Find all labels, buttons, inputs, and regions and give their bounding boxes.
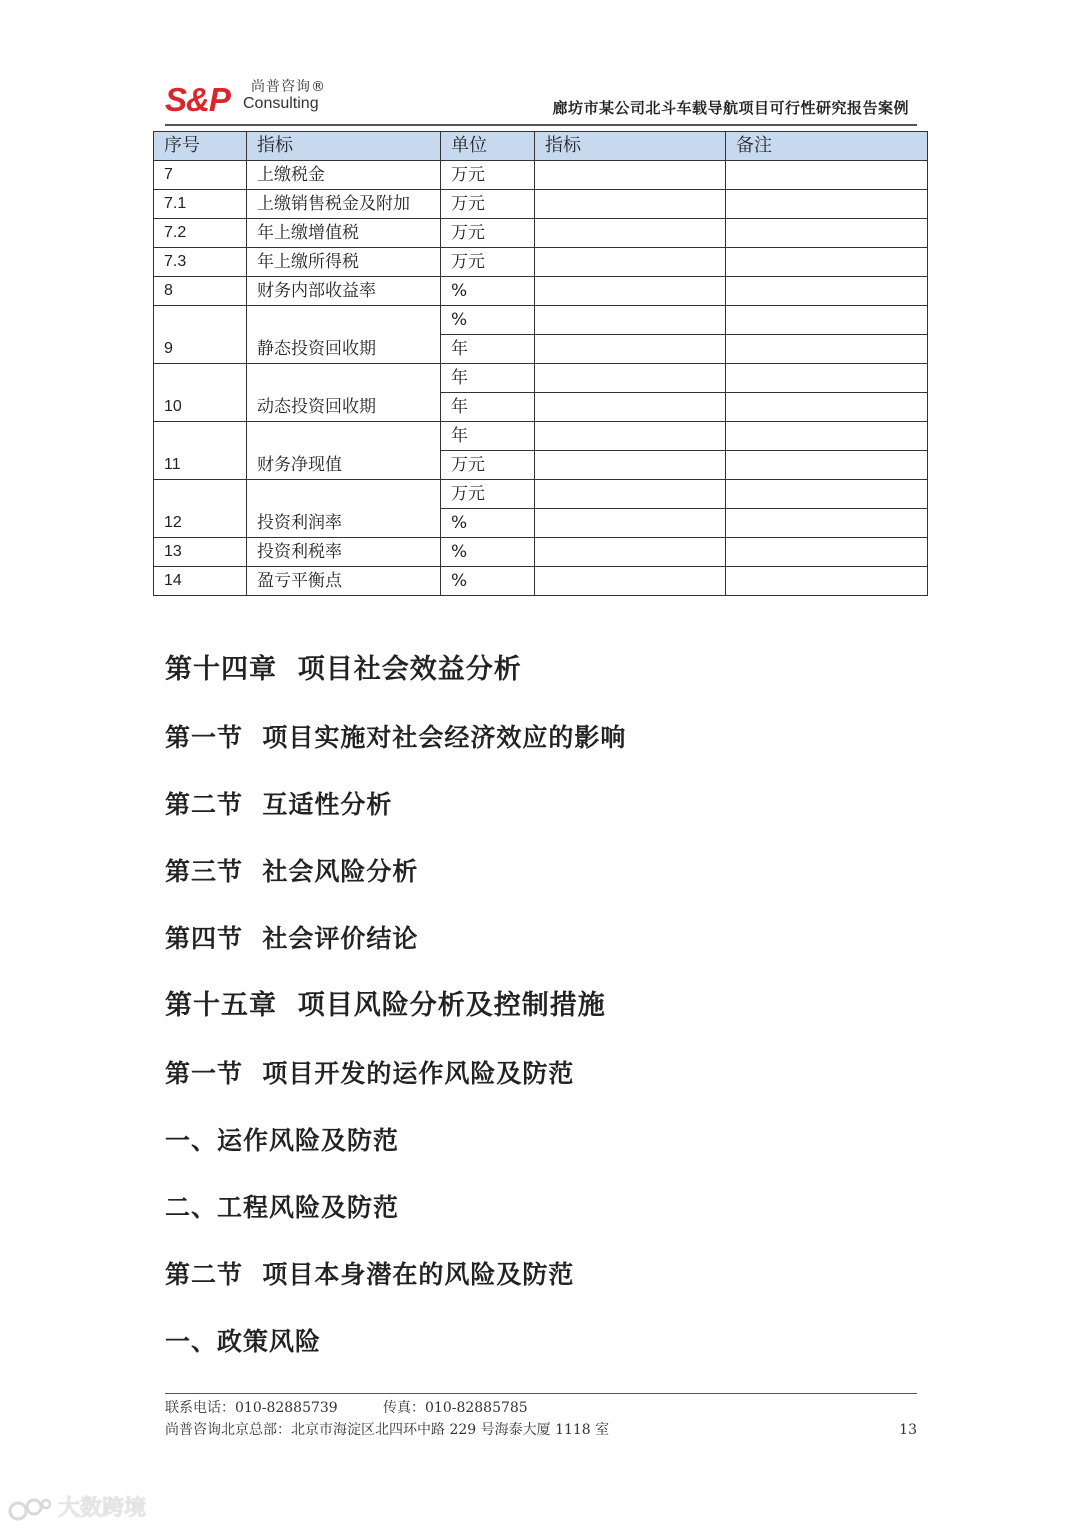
row-remark bbox=[726, 335, 928, 364]
subsection-heading: 一、政策风险 bbox=[165, 1327, 322, 1356]
row-unit: 万元 bbox=[441, 219, 535, 248]
row-remark bbox=[726, 451, 928, 480]
row-unit: % bbox=[441, 306, 535, 335]
row-number: 7.2 bbox=[154, 219, 247, 248]
row-remark bbox=[726, 509, 928, 538]
column-header-remarks: 备注 bbox=[726, 132, 928, 161]
row-unit: 万元 bbox=[441, 161, 535, 190]
row-value bbox=[535, 219, 726, 248]
row-indicator: 动态投资回收期 bbox=[247, 364, 441, 422]
footer-divider bbox=[165, 1393, 917, 1394]
row-value bbox=[535, 538, 726, 567]
row-unit: % bbox=[441, 567, 535, 596]
row-number: 12 bbox=[154, 480, 247, 538]
footer-fax: 传真：010-82885785 bbox=[383, 1400, 528, 1416]
row-number: 7 bbox=[154, 161, 247, 190]
logo-english-name: Consulting bbox=[243, 95, 319, 112]
row-number: 9 bbox=[154, 306, 247, 364]
row-unit: % bbox=[441, 538, 535, 567]
section-heading: 第一节 项目实施对社会经济效应的影响 bbox=[165, 723, 627, 752]
table-row bbox=[154, 161, 928, 190]
row-unit: % bbox=[441, 509, 535, 538]
row-unit: 万元 bbox=[441, 480, 535, 509]
column-header-indicator-value: 指标 bbox=[535, 132, 726, 161]
outline-headings bbox=[165, 650, 925, 1389]
row-unit: 年 bbox=[441, 335, 535, 364]
table-header-row bbox=[154, 132, 928, 161]
row-remark bbox=[726, 248, 928, 277]
row-number: 7.3 bbox=[154, 248, 247, 277]
table-row bbox=[154, 190, 928, 219]
row-number: 7.1 bbox=[154, 190, 247, 219]
row-number: 13 bbox=[154, 538, 247, 567]
row-remark bbox=[726, 190, 928, 219]
row-number: 8 bbox=[154, 277, 247, 306]
table-row bbox=[154, 306, 928, 335]
header-divider bbox=[165, 124, 917, 126]
table-row bbox=[154, 480, 928, 509]
row-value bbox=[535, 335, 726, 364]
section-heading: 第二节 项目本身潜在的风险及防范 bbox=[165, 1260, 575, 1289]
sp-consulting-logo bbox=[165, 78, 335, 118]
row-value bbox=[535, 306, 726, 335]
document-title: 廊坊市某公司北斗车载导航项目可行性研究报告案例 bbox=[552, 99, 909, 117]
row-remark bbox=[726, 219, 928, 248]
row-number: 14 bbox=[154, 567, 247, 596]
row-remark bbox=[726, 567, 928, 596]
row-indicator: 财务净现值 bbox=[247, 422, 441, 480]
row-remark bbox=[726, 422, 928, 451]
row-indicator: 上缴税金 bbox=[247, 161, 441, 190]
row-value bbox=[535, 393, 726, 422]
row-indicator: 盈亏平衡点 bbox=[247, 567, 441, 596]
row-value bbox=[535, 422, 726, 451]
row-indicator: 静态投资回收期 bbox=[247, 306, 441, 364]
page-footer bbox=[165, 1393, 917, 1443]
table-row bbox=[154, 422, 928, 451]
row-unit: 年 bbox=[441, 393, 535, 422]
row-value bbox=[535, 190, 726, 219]
column-header-unit: 单位 bbox=[441, 132, 535, 161]
row-value bbox=[535, 451, 726, 480]
watermark-logo-icon bbox=[8, 1495, 54, 1523]
row-remark bbox=[726, 161, 928, 190]
table-row bbox=[154, 248, 928, 277]
footer-phone: 联系电话：010-82885739 bbox=[165, 1400, 338, 1416]
subsection-heading: 二、工程风险及防范 bbox=[165, 1193, 400, 1222]
row-unit: 万元 bbox=[441, 451, 535, 480]
row-unit: % bbox=[441, 277, 535, 306]
row-remark bbox=[726, 480, 928, 509]
financial-indicators-table bbox=[153, 131, 928, 596]
table-row bbox=[154, 364, 928, 393]
row-unit: 年 bbox=[441, 364, 535, 393]
table-row bbox=[154, 277, 928, 306]
row-remark bbox=[726, 277, 928, 306]
row-value bbox=[535, 509, 726, 538]
row-indicator: 年上缴增值税 bbox=[247, 219, 441, 248]
chapter-heading: 第十四章 项目社会效益分析 bbox=[165, 654, 522, 685]
row-value bbox=[535, 161, 726, 190]
row-indicator: 财务内部收益率 bbox=[247, 277, 441, 306]
row-remark bbox=[726, 306, 928, 335]
row-unit: 年 bbox=[441, 422, 535, 451]
row-value bbox=[535, 277, 726, 306]
row-unit: 万元 bbox=[441, 190, 535, 219]
section-heading: 第四节 社会评价结论 bbox=[165, 924, 419, 953]
row-value bbox=[535, 248, 726, 277]
row-number: 11 bbox=[154, 422, 247, 480]
table-row bbox=[154, 219, 928, 248]
subsection-heading: 一、运作风险及防范 bbox=[165, 1126, 400, 1155]
column-header-no: 序号 bbox=[154, 132, 247, 161]
chapter-heading: 第十五章 项目风险分析及控制措施 bbox=[165, 990, 606, 1021]
row-indicator: 上缴销售税金及附加 bbox=[247, 190, 441, 219]
section-heading: 第二节 互适性分析 bbox=[165, 790, 393, 819]
column-header-indicator: 指标 bbox=[247, 132, 441, 161]
logo-mark: S&P bbox=[165, 81, 230, 118]
page-header bbox=[165, 70, 917, 126]
table-row bbox=[154, 567, 928, 596]
row-value bbox=[535, 480, 726, 509]
table-row bbox=[154, 538, 928, 567]
row-indicator: 投资利润率 bbox=[247, 480, 441, 538]
logo-chinese-name: 尚普咨询® bbox=[251, 79, 326, 95]
footer-address: 尚普咨询北京总部：北京市海淀区北四环中路 229 号海泰大厦 1118 室 bbox=[165, 1422, 610, 1438]
row-indicator: 投资利税率 bbox=[247, 538, 441, 567]
row-remark bbox=[726, 393, 928, 422]
watermark-text: 大数跨境 bbox=[58, 1496, 147, 1521]
row-remark bbox=[726, 538, 928, 567]
row-value bbox=[535, 567, 726, 596]
row-indicator: 年上缴所得税 bbox=[247, 248, 441, 277]
row-remark bbox=[726, 364, 928, 393]
section-heading: 第一节 项目开发的运作风险及防范 bbox=[165, 1059, 575, 1088]
row-value bbox=[535, 364, 726, 393]
row-number: 10 bbox=[154, 364, 247, 422]
row-unit: 万元 bbox=[441, 248, 535, 277]
section-heading: 第三节 社会风险分析 bbox=[165, 857, 419, 886]
page-number: 13 bbox=[899, 1422, 917, 1438]
